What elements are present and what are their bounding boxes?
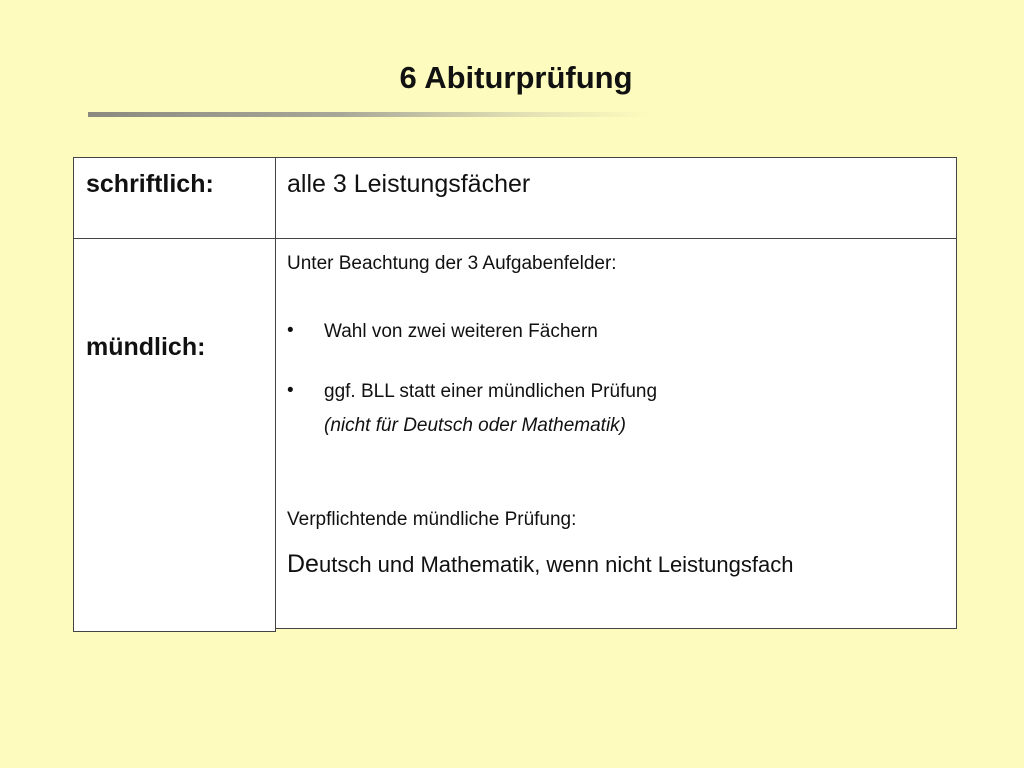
slide-title: 6 Abiturprüfung bbox=[399, 60, 633, 95]
bullet-2-note: (nicht für Deutsch oder Mathematik) bbox=[324, 415, 627, 436]
mandatory-text bbox=[287, 550, 793, 579]
row-content-written: alle 3 Leistungsfächer bbox=[287, 170, 531, 198]
row-label-written: schriftlich: bbox=[86, 170, 214, 198]
mandatory-heading: Verpflichtende mündliche Prüfung: bbox=[287, 509, 577, 530]
mandatory-text-lead: De bbox=[287, 550, 319, 578]
bullet-1-text: Wahl von zwei weiteren Fächern bbox=[324, 321, 598, 342]
table-cell-label-oral bbox=[73, 238, 276, 632]
bullet-2-text: ggf. BLL statt einer mündlichen Prüfung bbox=[324, 381, 658, 402]
row-label-oral: mündlich: bbox=[86, 333, 206, 361]
oral-intro: Unter Beachtung der 3 Aufgabenfelder: bbox=[287, 253, 617, 274]
bullet-2-marker: • bbox=[287, 380, 294, 401]
mandatory-text-rest: utsch und Mathematik, wenn nicht Leistungsfach bbox=[318, 552, 794, 577]
title-underline bbox=[88, 112, 648, 117]
bullet-1-marker: • bbox=[287, 320, 294, 341]
